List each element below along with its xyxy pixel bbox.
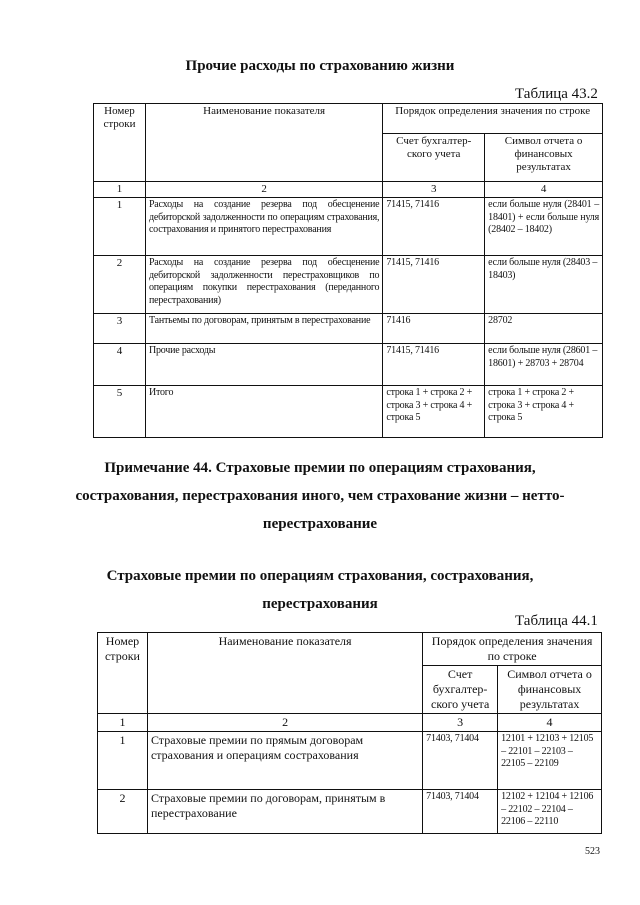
row-num: 3 — [94, 314, 146, 344]
row-num: 4 — [94, 344, 146, 386]
row-symbol: если больше нуля (28403 – 18403) — [485, 256, 603, 314]
row-name: Страховые премии по договорам, принятым в перестрахование — [147, 790, 422, 834]
header-name: Наименование показателя — [145, 104, 382, 182]
page-number: 523 — [585, 846, 600, 857]
row-account: 71415, 71416 — [383, 256, 485, 314]
header-order: Порядок определения значения по строке — [383, 104, 603, 134]
header-symbol: Символ отчета о финансовых результатах — [498, 666, 602, 714]
colnum: 3 — [383, 182, 485, 198]
row-num: 1 — [94, 198, 146, 256]
row-num: 1 — [98, 732, 148, 790]
row-num: 5 — [94, 386, 146, 438]
row-name: Страховые премии по прямым договорам страхования и операциям сострахования — [147, 732, 422, 790]
header-order: Порядок определения значения по строке — [423, 633, 602, 666]
header-account: Счет бухгалтер-ского учета — [383, 134, 485, 182]
header-name: Наименование показателя — [147, 633, 422, 714]
row-name: Расходы на создание резерва под обесценение дебиторской задолженности по операциям страхования, сострахования и принятого перестрахования — [145, 198, 382, 256]
row-name: Тантьемы по договорам, принятым в перестрахование — [145, 314, 382, 344]
note-title-line: сострахования, перестрахования иного, чем страхование жизни – нетто- — [75, 488, 565, 504]
colnum: 2 — [145, 182, 382, 198]
row-symbol: 12102 + 12104 + 12106 – 22102 – 22104 – 22106 – 22110 — [498, 790, 602, 834]
table-row — [94, 198, 603, 256]
table-row — [94, 344, 603, 386]
colnum: 1 — [94, 182, 146, 198]
row-symbol: строка 1 + строка 2 + строка 3 + строка 4 + строка 5 — [485, 386, 603, 438]
colnum: 4 — [485, 182, 603, 198]
row-account: 71416 — [383, 314, 485, 344]
header-account: Счет бухгалтер-ского учета — [423, 666, 498, 714]
colnum: 4 — [498, 714, 602, 732]
row-account: 71415, 71416 — [383, 198, 485, 256]
header-num: Номер строки — [98, 633, 148, 714]
note-title-line: Примечание 44. Страховые премии по операциям страхования, — [104, 460, 536, 476]
row-account: строка 1 + строка 2 + строка 3 + строка 4 + строка 5 — [383, 386, 485, 438]
colnum: 1 — [98, 714, 148, 732]
table-44-1 — [97, 632, 602, 834]
row-num: 2 — [98, 790, 148, 834]
table-row — [98, 790, 602, 834]
row-name: Расходы на создание резерва под обесценение дебиторской задолженности перестраховщиков по операциям покупки перестрахования (переданного перестрахования) — [145, 256, 382, 314]
row-name: Итого — [145, 386, 382, 438]
row-name: Прочие расходы — [145, 344, 382, 386]
table-label: Таблица 44.1 — [515, 613, 598, 629]
subtitle-line: Страховые премии по операциям страхования, сострахования, — [106, 568, 534, 584]
header-num: Номер строки — [94, 104, 146, 182]
table-row — [94, 256, 603, 314]
row-symbol: 12101 + 12103 + 12105 – 22101 – 22103 – 22105 – 22109 — [498, 732, 602, 790]
row-symbol: если больше нуля (28401 – 18401) + если больше нуля (28402 – 18402) — [485, 198, 603, 256]
colnum: 3 — [423, 714, 498, 732]
row-symbol: 28702 — [485, 314, 603, 344]
row-num: 2 — [94, 256, 146, 314]
note-title-line: перестрахование — [262, 516, 378, 532]
section-title: Прочие расходы по страхованию жизни — [185, 58, 455, 74]
table-row — [94, 314, 603, 344]
colnum: 2 — [147, 714, 422, 732]
table-row — [94, 386, 603, 438]
table-row — [98, 732, 602, 790]
row-symbol: если больше нуля (28601 – 18601) + 28703 + 28704 — [485, 344, 603, 386]
row-account: 71415, 71416 — [383, 344, 485, 386]
table-43-2 — [93, 103, 603, 438]
header-symbol: Символ отчета о финансовых результатах — [485, 134, 603, 182]
subtitle-line: перестрахования — [262, 596, 378, 612]
row-account: 71403, 71404 — [423, 790, 498, 834]
table-label: Таблица 43.2 — [515, 86, 598, 102]
row-account: 71403, 71404 — [423, 732, 498, 790]
